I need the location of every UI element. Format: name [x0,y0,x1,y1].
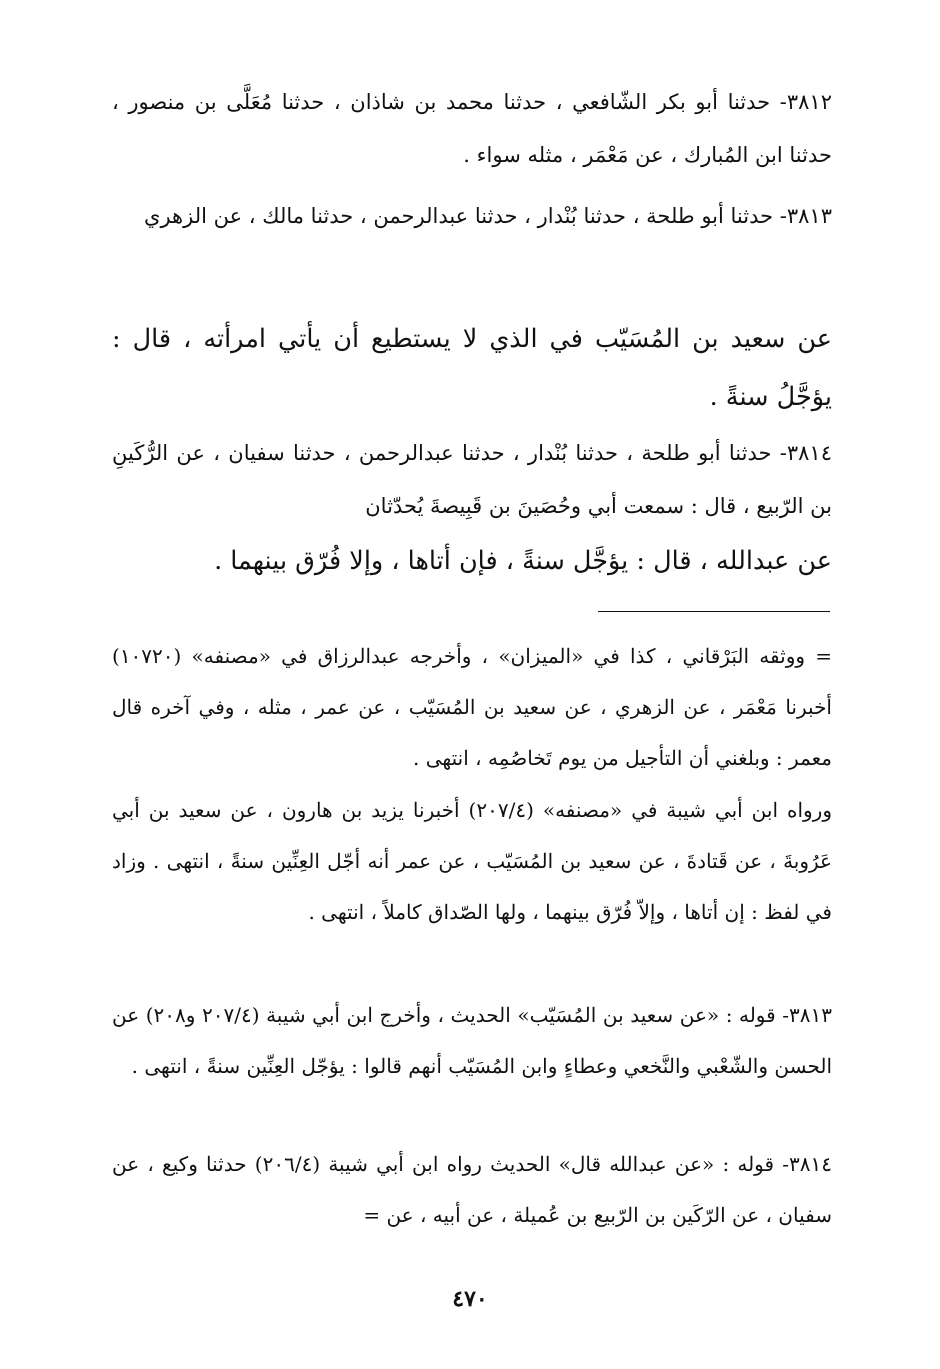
page-number: ٤٧٠ [452,1286,488,1312]
hadith-3813: ٣٨١٣- حدثنا أبو طلحة ، حدثنا بُنْدار ، حدثنا عبدالرحمن ، حدثنا مالك ، عن الزهري [144,204,832,228]
hadith-3813-athar: عن سعيد بن المُسَيّب في الذي لا يستطيع أن يأتي امرأته ، قال : يؤجَّلُ سنةً . [112,324,832,412]
footnote-continuation: = ووثقه البَرْقاني ، كذا في «الميزان» ، وأخرجه عبدالرزاق في «مصنفه» (١٠٧٢٠) أخبرنا مَعْمَر ، عن الزهري ، عن سعيد بن المُسَيّب ، عن عمر ، مثله ، وفي آخره قال معمر : وبلغني أن التأجيل من يوم تَخاصُمِه ، انتهى . [112,644,832,770]
hadith-3814-athar: عن عبدالله ، قال : يؤجَّل سنةً ، فإن أتاها ، وإلا فُرّق بينهما . [214,546,832,576]
footnote-ibn-abi-shayba: ورواه ابن أبي شيبة في «مصنفه» (٢٠٧/٤) أخبرنا يزيد بن هارون ، عن سعيد بن أبي عَرُوبةَ ، عن قَتادةَ ، عن سعيد بن المُسَيّب ، عن عمر أنه أجّل العِنِّين سنةً ، انتهى . وزاد في لفظ : إن أتاها ، وإلاّ فُرّق بينهما ، ولها الصّداق كاملاً ، انتهى . [112,798,832,924]
hadith-3812: ٣٨١٢- حدثنا أبو بكر الشّافعي ، حدثنا محمد بن شاذان ، حدثنا مُعَلَّى بن منصور ، حدثنا ابن المُبارك ، عن مَعْمَر ، مثله سواء . [112,90,832,167]
footnote-separator [598,611,830,612]
hadith-3814: ٣٨١٤- حدثنا أبو طلحة ، حدثنا بُنْدار ، حدثنا عبدالرحمن ، حدثنا سفيان ، عن الرُّكَينِ بن الرّبيع ، قال : سمعت أبي وحُصَينَ بن قَبِيصةَ يُحدّثان [112,441,832,518]
footnote-3814: ٣٨١٤- قوله : «عن عبدالله قال» الحديث رواه ابن أبي شيبة (٢٠٦/٤) حدثنا وكيع ، عن سفيان ، عن الرّكَين بن الرّبيع بن عُميلة ، عن أبيه ، عن = [112,1152,832,1227]
footnote-3813: ٣٨١٣- قوله : «عن سعيد بن المُسَيّب» الحديث ، وأخرج ابن أبي شيبة (٢٠٧/٤ و٢٠٨) عن الحسن والشّعْبي والنَّخعي وعطاءٍ وابن المُسَيّب أنهم قالوا : يؤجّل العِنِّين سنةً ، انتهى . [112,1003,832,1078]
